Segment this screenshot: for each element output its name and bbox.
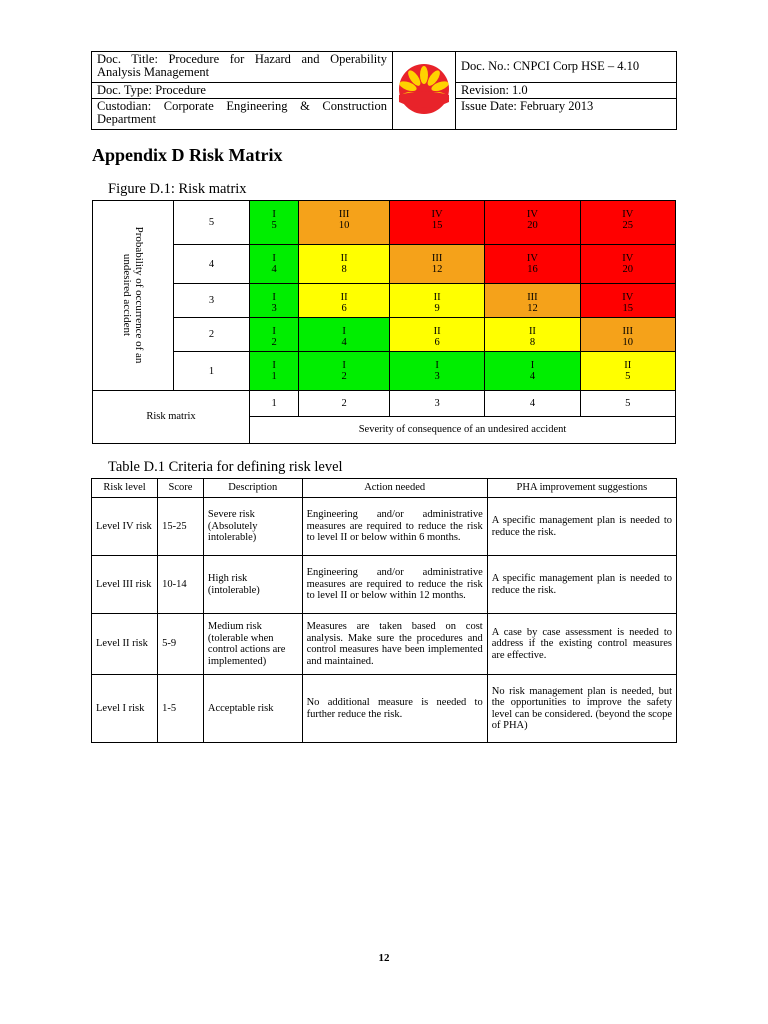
risk-level-numeral: IV	[622, 291, 634, 303]
probability-label: 1	[174, 352, 250, 390]
risk-level-numeral: IV	[622, 253, 634, 265]
risk-level-numeral: II	[433, 326, 441, 338]
criteria-column-header: PHA improvement suggestions	[487, 479, 676, 498]
severity-label: 2	[299, 390, 390, 416]
risk-score: 2	[341, 371, 347, 383]
matrix-cell	[485, 245, 580, 283]
risk-level-numeral: I	[272, 360, 276, 372]
risk-level-cell: Level IV risk	[92, 498, 158, 556]
matrix-cell	[389, 352, 484, 390]
table-caption: Table D.1 Criteria for defining risk level	[108, 459, 343, 475]
matrix-corner-label: Risk matrix	[93, 390, 250, 443]
matrix-row	[93, 283, 676, 317]
risk-score: 5	[271, 220, 277, 231]
matrix-cell	[250, 245, 299, 283]
matrix-cell	[250, 283, 299, 317]
matrix-row	[93, 352, 676, 390]
doc-title: Doc. Title: Procedure for Hazard and Operability Analysis Management	[92, 52, 393, 83]
description-cell: Severe risk (Absolutely intolerable)	[203, 498, 302, 556]
risk-score: 9	[434, 302, 440, 314]
risk-score: 5	[625, 371, 631, 383]
criteria-column-header: Risk level	[92, 479, 158, 498]
matrix-cell	[485, 318, 580, 352]
risk-score: 4	[529, 371, 536, 383]
probability-label: 3	[174, 283, 250, 317]
severity-label: 3	[389, 390, 484, 416]
criteria-column-header: Action needed	[302, 479, 487, 498]
criteria-header-row	[92, 479, 677, 498]
matrix-cell	[299, 283, 390, 317]
risk-level-cell: Level II risk	[92, 614, 158, 675]
matrix-cell	[389, 245, 484, 283]
action-cell: Engineering and/or administrative measures are required to reduce the risk to level II or below within 6 months.	[302, 498, 487, 556]
suggestion-cell: No risk management plan is needed, but the opportunities to improve the safety level can be considered. (beyond the scope of PHA)	[487, 675, 676, 743]
action-cell: Measures are taken based on cost analysis. Make sure the procedures and control measures have been implemented and maintained.	[302, 614, 487, 675]
risk-score: 4	[341, 337, 347, 349]
figure-caption: Figure D.1: Risk matrix	[108, 181, 247, 197]
matrix-cell	[485, 352, 580, 390]
y-axis-label-cell	[93, 201, 174, 391]
score-cell: 1-5	[158, 675, 204, 743]
risk-level-numeral: I	[272, 291, 276, 303]
matrix-cell	[485, 283, 580, 317]
risk-score: 8	[341, 264, 347, 276]
score-cell: 10-14	[158, 556, 204, 614]
score-cell: 5-9	[158, 614, 204, 675]
risk-level-numeral: II	[433, 291, 441, 303]
risk-level-numeral: IV	[526, 253, 538, 265]
risk-level-numeral: I	[272, 326, 276, 338]
risk-score: 2	[271, 337, 277, 349]
description-cell: Medium risk (tolerable when control actions are implemented)	[203, 614, 302, 675]
severity-label: 1	[250, 390, 299, 416]
risk-level-numeral: III	[338, 209, 350, 220]
probability-label: 5	[174, 201, 250, 245]
matrix-cell	[250, 201, 299, 245]
cnpc-logo-icon	[397, 62, 451, 116]
risk-score: 10	[338, 220, 350, 231]
risk-level-numeral: I	[530, 360, 535, 372]
severity-row	[93, 390, 676, 416]
matrix-cell	[580, 201, 675, 245]
risk-score: 12	[527, 302, 538, 314]
matrix-cell	[389, 283, 484, 317]
risk-level-numeral: IV	[526, 209, 538, 220]
risk-level-numeral: III	[431, 253, 443, 265]
probability-label: 4	[174, 245, 250, 283]
risk-score: 12	[431, 264, 443, 276]
risk-score: 20	[622, 264, 634, 276]
document-header	[91, 51, 677, 130]
matrix-row	[93, 201, 676, 245]
risk-score: 15	[431, 220, 443, 231]
table-row	[92, 556, 677, 614]
risk-score: 4	[271, 264, 277, 276]
description-cell: Acceptable risk	[203, 675, 302, 743]
matrix-cell	[580, 318, 675, 352]
matrix-cell	[389, 318, 484, 352]
suggestion-cell: A case by case assessment is needed to address if the existing control measures are effective.	[487, 614, 676, 675]
risk-score: 16	[527, 264, 538, 276]
risk-level-numeral: II	[624, 360, 632, 372]
revision: Revision: 1.0	[456, 82, 677, 99]
matrix-cell	[299, 245, 390, 283]
risk-level-numeral: I	[272, 209, 276, 220]
risk-score: 10	[622, 337, 634, 349]
table-row	[92, 498, 677, 556]
matrix-cell	[299, 352, 390, 390]
doc-number: Doc. No.: CNPCI Corp HSE – 4.10	[456, 52, 677, 83]
risk-score: 6	[434, 337, 440, 349]
risk-level-numeral: IV	[431, 209, 443, 220]
risk-level-numeral: II	[340, 253, 348, 265]
issue-date: Issue Date: February 2013	[456, 99, 677, 130]
matrix-cell	[580, 245, 675, 283]
page-title: Appendix D Risk Matrix	[92, 145, 283, 165]
matrix-cell	[485, 201, 580, 245]
risk-level-numeral: II	[528, 326, 536, 338]
custodian: Custodian: Corporate Engineering & Construction Department	[92, 99, 393, 130]
risk-level-numeral: I	[342, 326, 346, 338]
matrix-cell	[299, 318, 390, 352]
risk-level-numeral: II	[340, 291, 348, 303]
suggestion-cell: A specific management plan is needed to reduce the risk.	[487, 498, 676, 556]
risk-level-numeral: III	[622, 326, 634, 338]
matrix-cell	[250, 352, 299, 390]
risk-score: 15	[622, 302, 634, 314]
risk-score: 20	[527, 220, 538, 231]
risk-level-numeral: I	[435, 360, 439, 372]
matrix-row	[93, 245, 676, 283]
matrix-row	[93, 318, 676, 352]
description-cell: High risk (intolerable)	[203, 556, 302, 614]
logo-cell	[393, 52, 456, 130]
page-number: 12	[378, 952, 390, 964]
criteria-column-header: Score	[158, 479, 204, 498]
risk-level-numeral: I	[272, 253, 276, 265]
risk-level-numeral: I	[342, 360, 346, 372]
risk-level-cell: Level I risk	[92, 675, 158, 743]
risk-level-numeral: IV	[622, 209, 634, 220]
suggestion-cell: A specific management plan is needed to reduce the risk.	[487, 556, 676, 614]
severity-label: 4	[485, 390, 580, 416]
criteria-table	[91, 478, 677, 743]
matrix-cell	[389, 201, 484, 245]
severity-label: 5	[580, 390, 675, 416]
action-cell: No additional measure is needed to further reduce the risk.	[302, 675, 487, 743]
score-cell: 15-25	[158, 498, 204, 556]
matrix-cell	[250, 318, 299, 352]
matrix-cell	[580, 283, 675, 317]
risk-score: 3	[434, 371, 440, 383]
action-cell: Engineering and/or administrative measures are required to reduce the risk to level II or below within 12 months.	[302, 556, 487, 614]
risk-score: 1	[271, 371, 277, 383]
criteria-column-header: Description	[203, 479, 302, 498]
risk-level-numeral: III	[527, 291, 538, 303]
risk-score: 6	[341, 302, 347, 314]
risk-score: 3	[271, 302, 277, 314]
matrix-cell	[299, 201, 390, 245]
probability-label: 2	[174, 318, 250, 352]
risk-level-cell: Level III risk	[92, 556, 158, 614]
table-row	[92, 675, 677, 743]
matrix-cell	[580, 352, 675, 390]
risk-matrix	[92, 200, 676, 444]
doc-type: Doc. Type: Procedure	[92, 82, 393, 99]
y-axis-label: Probability of occurrence of an undesired accident	[121, 226, 145, 364]
risk-score: 25	[622, 220, 634, 231]
table-row	[92, 614, 677, 675]
x-axis-label: Severity of consequence of an undesired accident	[250, 416, 676, 443]
risk-score: 8	[529, 337, 536, 349]
